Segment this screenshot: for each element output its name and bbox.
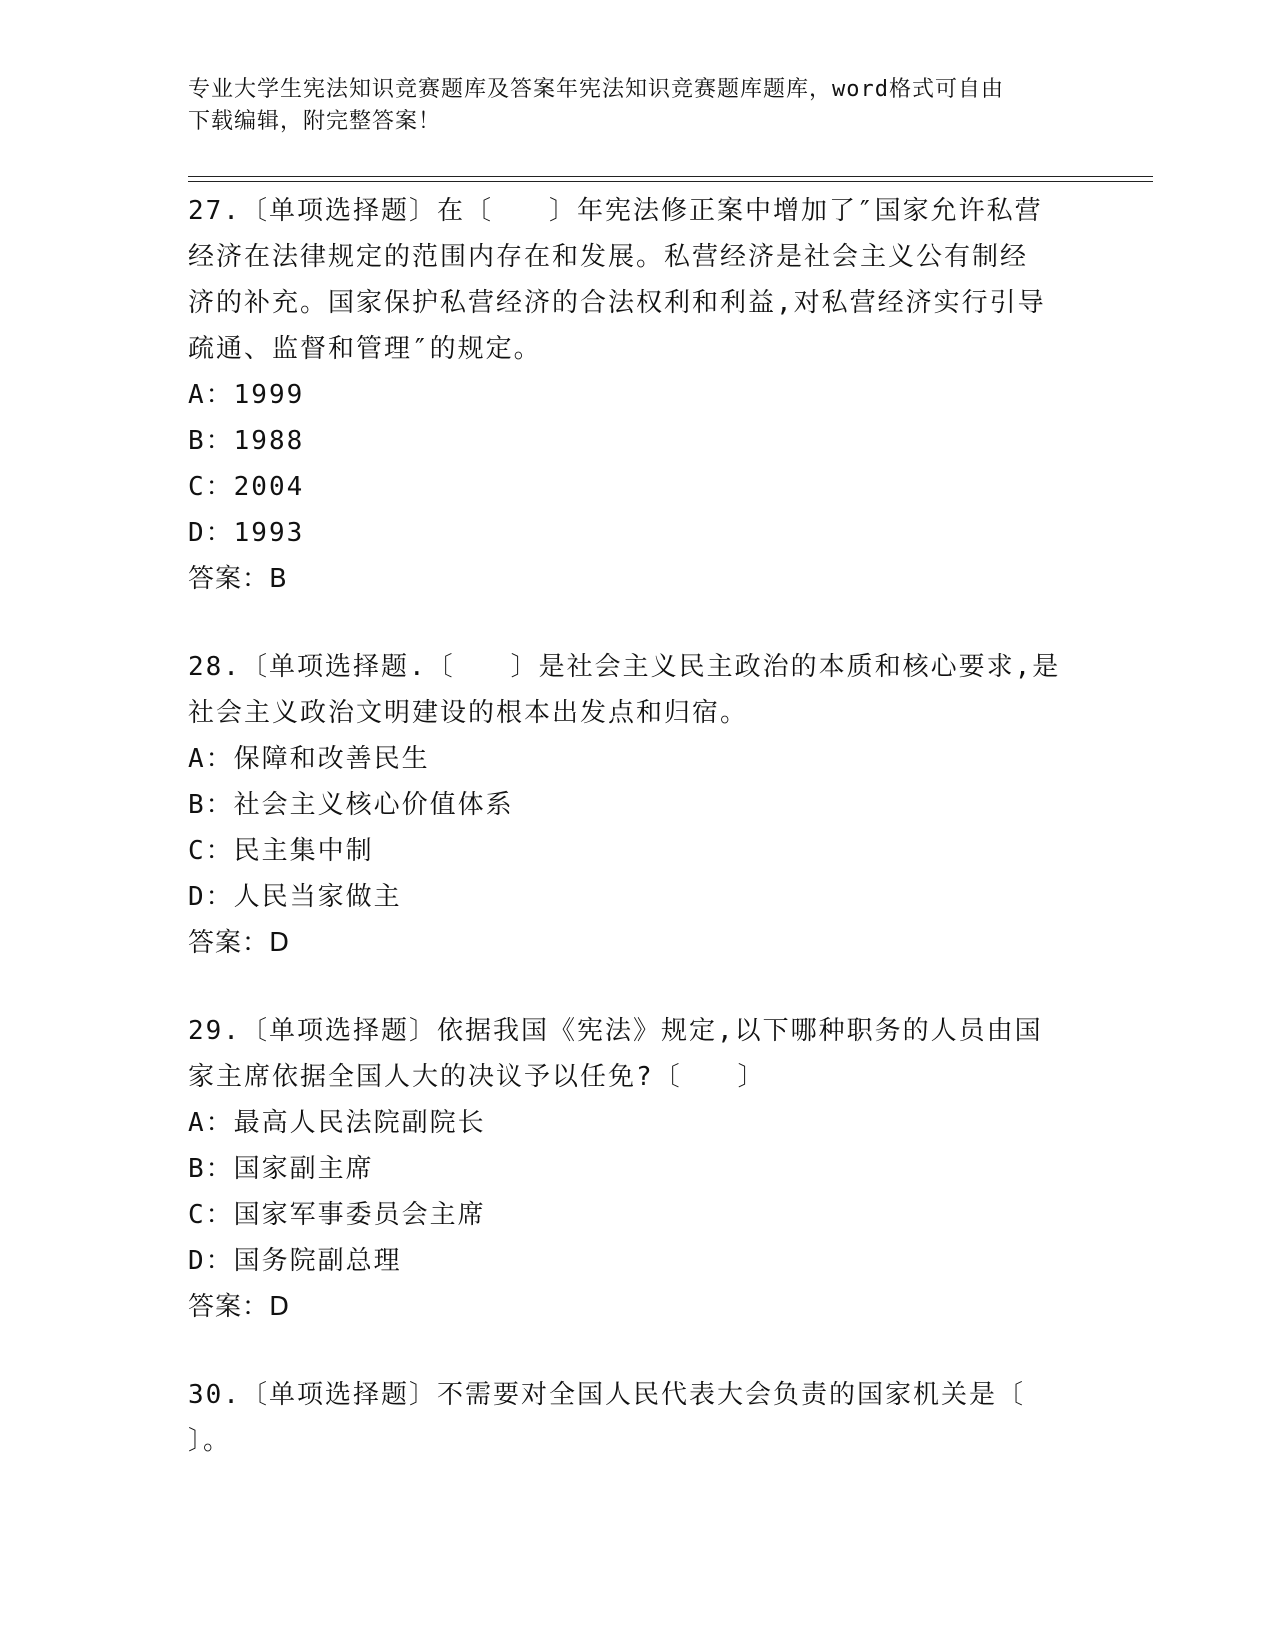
question-stem-line: 疏通、监督和管理″的规定。 — [188, 334, 542, 364]
answer-label: 答案：D — [188, 1292, 291, 1322]
option-c: C：民主集中制 — [188, 836, 374, 866]
question-stem-line: 〕。 — [188, 1426, 232, 1456]
option-d: D：国务院副总理 — [188, 1246, 402, 1276]
header-divider-top — [188, 176, 1153, 177]
question-stem-line: 27.〔单项选择题〕在〔 〕年宪法修正案中增加了″国家允许私营 — [188, 196, 1043, 226]
question-stem-line: 家主席依据全国人大的决议予以任免?〔 〕 — [188, 1062, 766, 1092]
option-c: C：2004 — [188, 472, 305, 502]
question-list — [188, 188, 1088, 1506]
question-stem-line: 社会主义政治文明建设的根本出发点和归宿。 — [188, 698, 749, 728]
question-stem-line: 28.〔单项选择题.〔 〕是社会主义民主政治的本质和核心要求,是 — [188, 652, 1061, 682]
option-b: B：1988 — [188, 426, 305, 456]
option-b: B：国家副主席 — [188, 1154, 374, 1184]
header-line-2: 下载编辑，附完整答案！ — [188, 109, 442, 134]
answer-label: 答案：B — [188, 564, 288, 594]
question-28 — [188, 644, 1088, 966]
question-29 — [188, 1008, 1088, 1330]
question-30 — [188, 1372, 1088, 1464]
option-a: A：最高人民法院副院长 — [188, 1108, 486, 1138]
option-c: C：国家军事委员会主席 — [188, 1200, 486, 1230]
question-stem-line: 29.〔单项选择题〕依据我国《宪法》规定,以下哪种职务的人员由国 — [188, 1016, 1043, 1046]
header-line-1: 专业大学生宪法知识竞赛题库及答案年宪法知识竞赛题库题库，word格式可自由 — [188, 77, 1004, 102]
question-stem-line: 经济在法律规定的范围内存在和发展。私营经济是社会主义公有制经 — [188, 242, 1029, 272]
question-27 — [188, 188, 1088, 602]
document-header — [188, 74, 1088, 138]
option-a: A：1999 — [188, 380, 305, 410]
question-stem-line: 30.〔单项选择题〕不需要对全国人民代表大会负责的国家机关是〔 — [188, 1380, 1025, 1410]
option-a: A：保障和改善民生 — [188, 744, 430, 774]
answer-label: 答案：D — [188, 928, 291, 958]
question-stem-line: 济的补充。国家保护私营经济的合法权利和利益,对私营经济实行引导 — [188, 288, 1046, 318]
header-divider-bottom — [188, 181, 1153, 182]
option-d: D：1993 — [188, 518, 305, 548]
option-d: D：人民当家做主 — [188, 882, 402, 912]
option-b: B：社会主义核心价值体系 — [188, 790, 514, 820]
